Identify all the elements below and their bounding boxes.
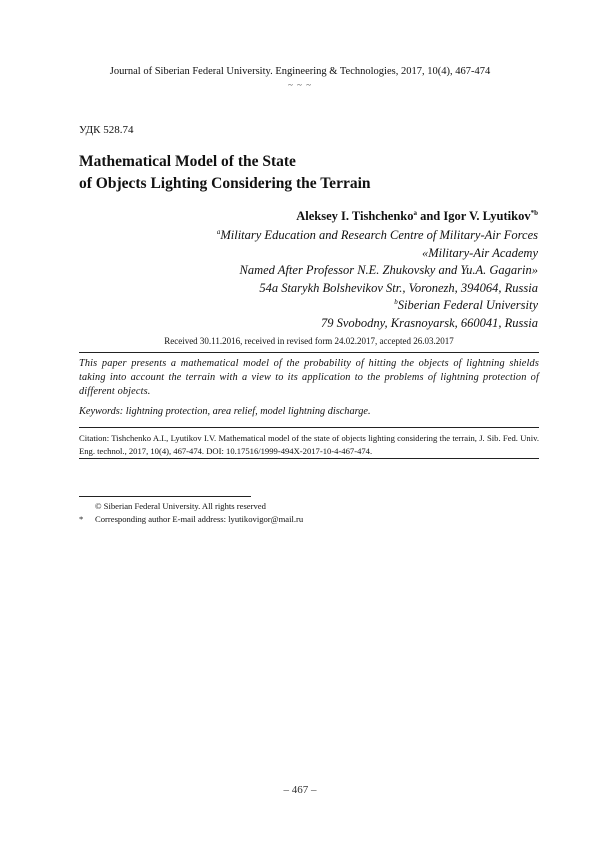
affiliation-a-line-3: Named After Professor N.E. Zhukovsky and Yu.A. Gagarin» — [239, 263, 538, 278]
footnote-star: * — [79, 514, 84, 524]
title-line-2: of Objects Lighting Considering the Terrain — [79, 175, 371, 192]
author-connector: and — [416, 209, 444, 223]
received-dates: Received 30.11.2016, received in revised form 24.02.2017, accepted 26.03.2017 — [164, 336, 454, 346]
affiliation-b-line-1: $^b$Siberian Federal University — [394, 298, 538, 313]
page-number: – 467 – — [283, 784, 317, 796]
affiliation-a-line-4: 54a Starykh Bolshevikov Str., Voronezh, 394064, Russia — [259, 280, 538, 295]
abstract: This paper presents a mathematical model of the probability of hitting the objects of lightning shields taking into account the terrain with a view to its application to the problems of lightning protection of different objects. — [79, 358, 539, 398]
udk-code: УДК 528.74 — [79, 124, 134, 136]
affiliation-a-mark: a — [216, 227, 221, 236]
paper-title — [79, 151, 539, 195]
divider-bottom — [79, 458, 539, 459]
footnote-copyright: © Siberian Federal University. All rights reserved — [95, 501, 266, 511]
footnote-corresponding: * Corresponding author E-mail address: lyutikovigor@mail.ru — [79, 514, 304, 524]
author-2-affil-mark: *b — [530, 208, 538, 217]
title-line-1: Mathematical Model of the State — [79, 153, 296, 170]
journal-header: Journal of Siberian Federal University. Engineering & Technologies, 2017, 10(4), 467-474 — [109, 66, 491, 77]
header-ornament: ~ ~ ~ — [287, 80, 313, 90]
author-2: Igor V. Lyutikov — [443, 209, 531, 223]
affiliation-a-line-2: «Military-Air Academy — [421, 245, 538, 260]
affiliations — [78, 227, 538, 333]
authors — [296, 209, 538, 224]
affiliation-b-line-2: 79 Svobodny, Krasnoyarsk, 660041, Russia — [320, 315, 538, 330]
keywords: Keywords: lightning protection, area relief, model lightning discharge. — [79, 406, 371, 417]
citation: Citation: Tishchenko A.I., Lyutikov I.V. Mathematical model of the state of objects lighting considering the terrain, J. Sib. Fed. Univ. Eng. technol., 2017, 10(4), 467-474. DOI: 10.17516/1999-494X-2017-10-4-467-474. — [79, 433, 539, 456]
author-1-affil-mark: a — [413, 208, 417, 217]
divider-top — [79, 352, 539, 353]
author-1: Aleksey I. Tishchenko — [296, 209, 414, 223]
footnote-rule — [79, 496, 251, 497]
affiliation-a-line-1: $^a$Military Education and Research Centre of Military-Air Forces — [216, 227, 538, 242]
divider-middle — [79, 427, 539, 428]
affiliation-b-mark: b — [394, 298, 398, 307]
